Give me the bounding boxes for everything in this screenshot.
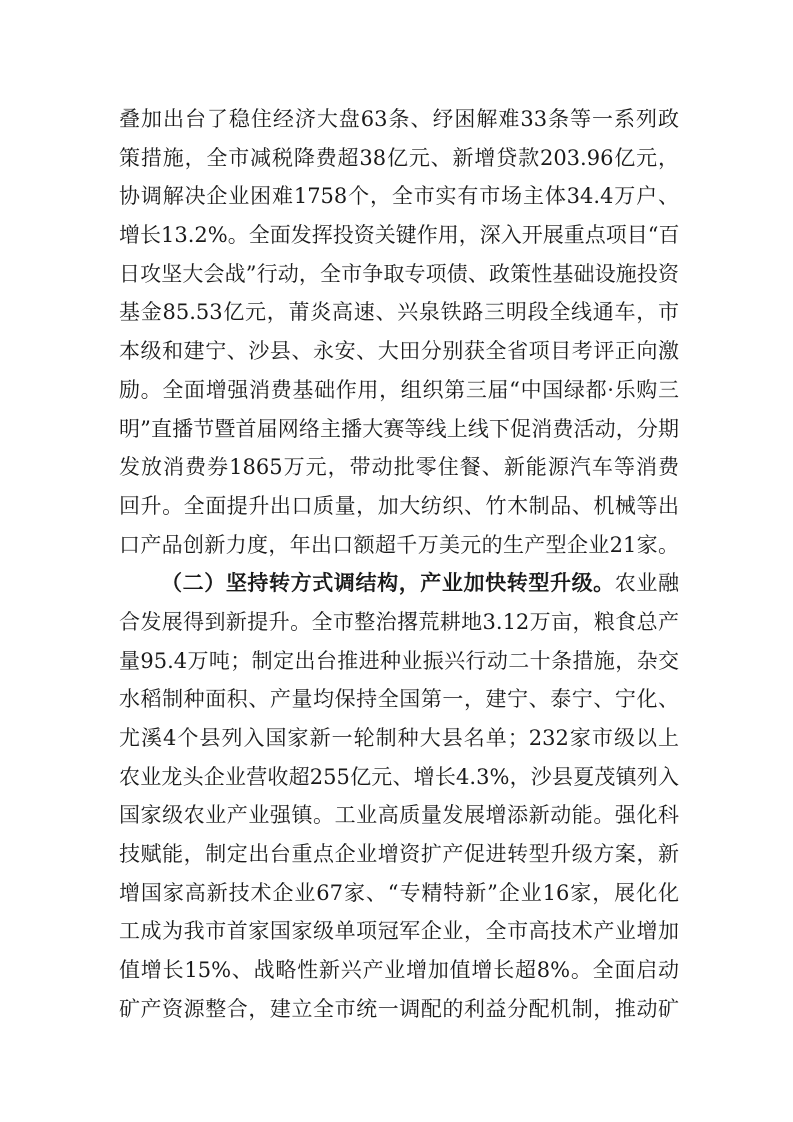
text-line: 工成为我市首家国家级单项冠军企业，全市高技术产业增加 [119,919,679,944]
text-line: 尤溪4个县列入国家新一轮制种大县名单；232家市级以上 [119,726,679,750]
text-line: 发放消费券1865万元，带动批零住餐、新能源汽车等消费 [119,455,679,480]
text-line: 增长13.2%。全面发挥投资关键作用，深入开展重点项目“百 [119,223,680,248]
text-line: 量95.4万吨；制定出台推进种业振兴行动二十条措施，杂交 [119,648,679,673]
section-heading: （二）坚持转方式调结构，产业加快转型升级。 [161,571,615,596]
text-line: 矿产资源整合，建立全市统一调配的利益分配机制，推动矿 [119,996,679,1021]
text-line: 农业龙头企业营收超255亿元、增长4.3%，沙县夏茂镇列入 [119,764,679,789]
text-line: 值增长15%、战略性新兴产业增加值增长超8%。全面启动 [119,958,679,983]
text-line: 基金85.53亿元，莆炎高速、兴泉铁路三明段全线通车，市 [119,300,679,325]
text-line: 协调解决企业困难1758个，全市实有市场主体34.4万户、 [119,184,679,209]
text-line: 明”直播节暨首届网络主播大赛等线上线下促消费活动，分期 [119,416,679,441]
text-line: 增国家高新技术企业67家、“专精特新”企业16家，展化化 [119,880,679,905]
text-line: 日攻坚大会战”行动，全市争取专项债、政策性基础设施投资 [119,261,679,286]
text-line: 励。全面增强消费基础作用，组织第三届“中国绿都·乐购三 [119,377,679,402]
text-line: 本级和建宁、沙县、永安、大田分别获全省项目考评正向激 [119,339,679,364]
text-line: 策措施，全市减税降费超38亿元、新增贷款203.96亿元， [119,145,679,170]
section-heading-line [119,564,679,603]
text-line: 水稻制种面积、产量均保持全国第一，建宁、泰宁、宁化、 [119,687,679,712]
text-line: 回升。全面提升出口质量，加大纺织、竹木制品、机械等出 [119,493,679,518]
text-line: 叠加出台了稳住经济大盘63条、纾困解难33条等一系列政 [119,107,679,131]
text-line: 口产品创新力度，年出口额超千万美元的生产型企业21家。 [119,532,679,557]
body-text [119,100,679,1029]
text-line: 合发展得到新提升。全市整治撂荒耕地3.12万亩，粮食总产 [119,609,679,634]
section-heading-continuation: 农业融 [614,571,679,596]
text-line: 国家级农业产业强镇。工业高质量发展增添新动能。强化科 [119,803,679,828]
text-line: 技赋能，制定出台重点企业增资扩产促进转型升级方案，新 [119,842,679,867]
